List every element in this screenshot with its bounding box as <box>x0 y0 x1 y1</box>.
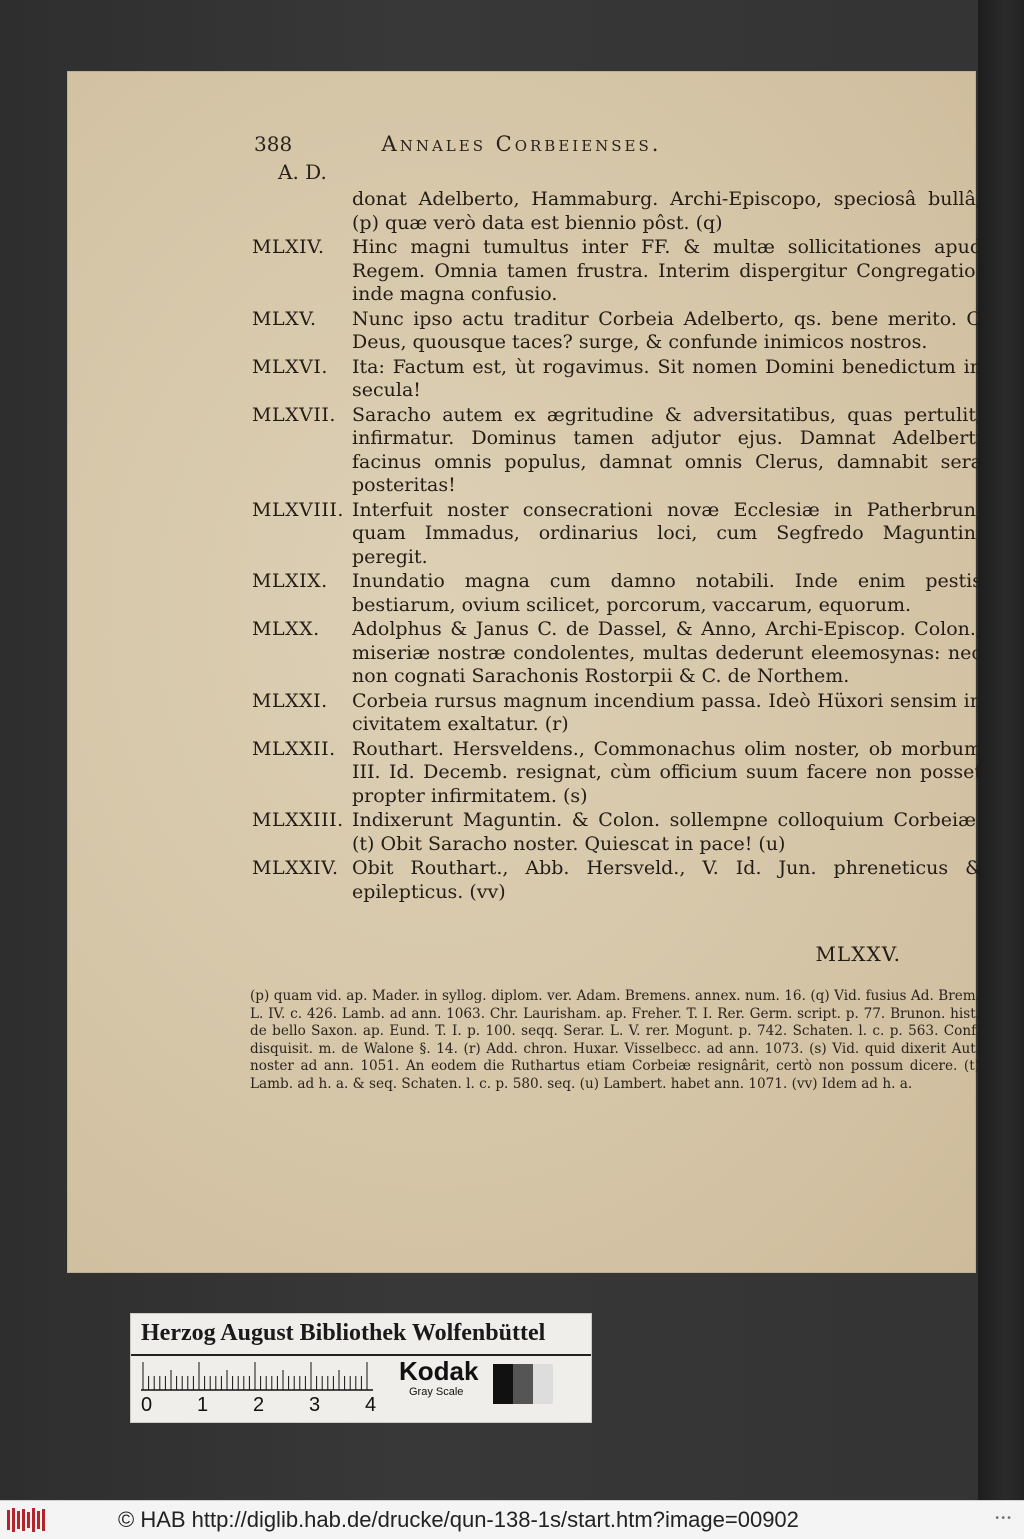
running-head: Annales Corbeienses. <box>381 132 662 156</box>
kodak-subtitle: Gray Scale <box>409 1386 464 1398</box>
annal-entry <box>252 570 982 617</box>
scale-number: 4 <box>365 1394 377 1416</box>
label-divider <box>131 1354 591 1356</box>
entry-year: MLXVIII. <box>252 498 344 521</box>
annal-entries <box>252 188 982 904</box>
scale-number: 1 <box>197 1394 209 1416</box>
annal-entry <box>252 404 982 498</box>
footnotes <box>250 988 980 1093</box>
catchword: MLXXV. <box>815 942 901 966</box>
footer-bar <box>0 1500 1024 1539</box>
entry-year: MLXXII. <box>252 737 336 760</box>
entry-year: MLXX. <box>252 618 320 640</box>
annal-entry <box>252 188 982 235</box>
annal-entry <box>252 236 982 307</box>
entry-text: Obit Routhart., Abb. Hersveld., V. Id. Jun. phreneticus & epilepticus. (vv) <box>352 857 982 903</box>
anno-domini-label: A. D. <box>278 160 327 184</box>
entry-year: MLXVII. <box>252 403 336 426</box>
entry-text: donat Adelberto, Hammaburg. Archi-Episcopo, speciosâ bullâ, (p) quæ verò data est biennio pôst. (q) <box>352 188 982 234</box>
entry-year: MLXXIII. <box>252 809 344 831</box>
footnote-divider <box>248 974 983 975</box>
kodak-logo: Kodak <box>399 1356 479 1386</box>
entry-year: MLXXIV. <box>252 857 339 879</box>
more-options-icon[interactable]: ••• <box>994 1513 1012 1524</box>
annal-entry <box>252 308 982 355</box>
entry-year: MLXIX. <box>252 570 328 592</box>
entry-text: Indixerunt Maguntin. & Colon. sollempne colloquium Corbeiæ. (t) Obit Saracho noster. Quiescat in pace! (u) <box>352 809 982 855</box>
entry-year: MLXV. <box>252 307 317 330</box>
entry-text: Hinc magni tumultus inter FF. & multæ sollicitationes apud Regem. Omnia tamen frustra. Interim dispergitur Congregatio: inde magna confusio. <box>352 236 982 305</box>
page-number: 388 <box>254 132 293 156</box>
gray-scale-patch <box>493 1364 553 1404</box>
scale-number: 3 <box>309 1394 321 1416</box>
library-title: Herzog August Bibliothek Wolfenbüttel <box>141 1320 546 1346</box>
entry-text: Routhart. Hersveldens., Commonachus olim noster, ob morbum III. Id. Decemb. resignat, cùm officium suum facere non posset propter infirmitatem. (s) <box>352 737 982 807</box>
entry-year: MLXXI. <box>252 689 328 712</box>
book-page <box>68 72 982 1272</box>
footnote-text: (p) quam vid. ap. Mader. in syllog. diplom. ver. Adam. Bremens. annex. num. 16. (q) Vid. fusius Ad. Brem. L. IV. c. 426. Lamb. ad ann. 1063. Chr. Laurisham. ap. Freher. T. I. Rer. Germ. script. p. 77. Brunon. hist. de bello Saxon. ap. Eund. T. I. p. 100. seqq. Serar. L. V. rer. Mogunt. p. 742. Schaten. l. c. p. 563. Conf. disquisit. m. de Walone §. 14. (r) Add. chron. Huxar. Visselbecc. ad ann. 1073. (s) Vid. quid dixerit Aut. noster ad ann. 1051. An eodem die Ruthartus etiam Corbeiæ resignârit, certò non possum dicere. (t) Lamb. ad h. a. & seq. Schaten. l. c. p. 580. seq. (u) Lambert. habet ann. 1071. (vv) Idem ad h. a. <box>250 988 980 1092</box>
entry-text: Interfuit noster consecrationi novæ Ecclesiæ in Patherbrun, quam Immadus, ordinarius loci, cum Segfredo Maguntin. peregit. <box>352 498 982 568</box>
entry-year: MLXIV. <box>252 236 325 258</box>
scale-number: 0 <box>141 1394 153 1416</box>
annal-entry <box>252 857 982 904</box>
annal-entry <box>252 618 982 689</box>
entry-year: MLXVI. <box>252 355 328 378</box>
library-label <box>130 1313 592 1423</box>
ruler-icon <box>137 1360 387 1394</box>
entry-text: Inundatio magna cum damno notabili. Inde enim pestis bestiarum, ovium scilicet, porcorum, vaccarum, equorum. <box>352 570 982 616</box>
entry-year <box>252 188 352 235</box>
scale-number: 2 <box>253 1394 265 1416</box>
annal-entry <box>252 690 982 737</box>
annal-entry <box>252 738 982 809</box>
hab-logo-icon <box>6 1507 46 1533</box>
copyright-url[interactable]: © HAB http://diglib.hab.de/drucke/qun-138-1s/start.htm?image=00902 <box>118 1507 799 1532</box>
annal-entry <box>252 809 982 856</box>
entry-text: Adolphus & Janus C. de Dassel, & Anno, Archi-Episcop. Colon., miseriæ nostræ condolentes, multas dederunt eleemosynas: nec non cognati Sarachonis Rostorpii & C. de Northem. <box>352 618 982 687</box>
entry-text: Ita: Factum est, ùt rogavimus. Sit nomen Domini benedictum in secula! <box>352 355 982 401</box>
entry-text: Saracho autem ex ægritudine & adversitatibus, quas pertulit, infirmatur. Dominus tamen adjutor ejus. Damnat Adelberti facinus omnis populus, damnat omnis Clerus, damnabit sera posteritas! <box>352 403 982 496</box>
book-edge <box>978 0 1024 1500</box>
annal-entry <box>252 356 982 403</box>
annal-entry <box>252 499 982 570</box>
entry-text: Nunc ipso actu traditur Corbeia Adelberto, qs. bene merito. O Deus, quousque taces? surge, & confunde inimicos nostros. <box>352 307 982 353</box>
entry-text: Corbeia rursus magnum incendium passa. Ideò Hüxori sensim in civitatem exaltatur. (r) <box>352 689 982 735</box>
